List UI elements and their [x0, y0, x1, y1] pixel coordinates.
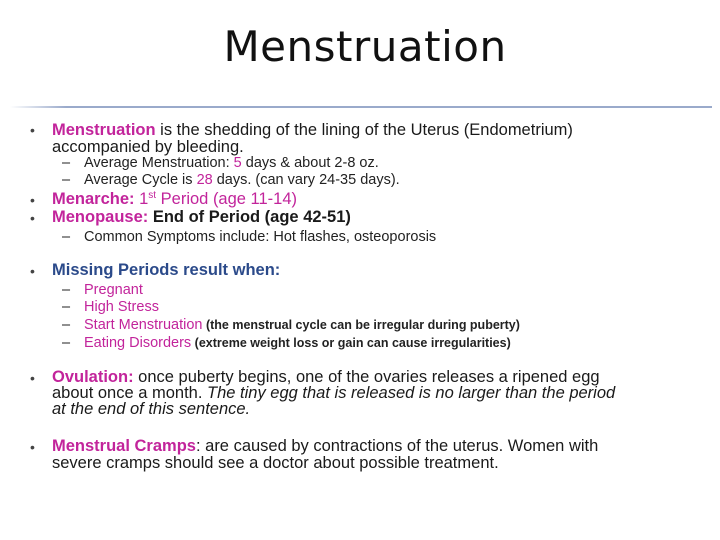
bullet-icon: • [30, 192, 35, 208]
missing-item [62, 317, 520, 334]
sub-text: Common Symptoms include: Hot flashes, osteoporosis [84, 229, 437, 245]
missing-item-note: (the menstrual cycle can be irregular during puberty) [202, 318, 520, 332]
bullet-icon: • [30, 122, 35, 138]
bullet-menarche [52, 191, 297, 208]
sub-text: days & about 2-8 oz. [241, 155, 379, 171]
dash-icon: – [62, 229, 71, 245]
sub-text: Average Cycle is [84, 172, 197, 188]
sub-text: Average Menstruation: [84, 155, 234, 171]
bullet-icon: • [30, 210, 35, 226]
ovulation-italic-cont: at the end of this sentence. [52, 400, 251, 418]
sub-average-menstruation [62, 155, 379, 172]
menarche-text-pre: 1 [134, 190, 149, 208]
missing-item-text: Eating Disorders [84, 335, 192, 351]
bullet-icon: • [30, 439, 35, 455]
ovulation-text-cont: about once a month. [52, 384, 208, 402]
menstruation-definition-cont: accompanied by bleeding. [52, 138, 244, 156]
menopause-text: End of Period (age 42-51) [148, 208, 351, 226]
sub-average-cycle [62, 172, 400, 189]
dash-icon: – [62, 335, 71, 351]
menarche-text [135, 190, 298, 208]
bullet-icon: • [30, 263, 35, 279]
missing-item [62, 335, 511, 352]
slide-title: Menstruation [223, 22, 507, 71]
missing-item-text: Start Menstruation [84, 317, 203, 333]
menstruation-definition: is the shedding of the lining of the Uterus (Endometrium) [155, 121, 573, 139]
dash-icon: – [62, 155, 71, 171]
bullet-cramps-cont [52, 455, 499, 472]
title-divider [10, 106, 712, 108]
missing-item-note: (extreme weight loss or gain can cause irregularities) [191, 336, 511, 350]
term-menarche: Menarche: [52, 190, 135, 208]
highlight-value: 28 [196, 172, 213, 188]
missing-periods-heading: Missing Periods result when: [52, 261, 281, 279]
dash-icon: – [62, 282, 71, 298]
dash-icon: – [62, 299, 71, 315]
missing-item-text: High Stress [84, 299, 159, 315]
dash-icon: – [62, 317, 71, 333]
ovulation-italic: The tiny egg that is released is no larger than the period [207, 384, 616, 402]
dash-icon: – [62, 172, 71, 188]
bullet-missing-periods [52, 262, 280, 279]
sub-text: days. (can vary 24-35 days). [212, 172, 400, 188]
cramps-text: : are caused by contractions of the uterus. Women with [195, 437, 599, 455]
missing-item [62, 299, 159, 316]
missing-item-text: Pregnant [84, 282, 143, 298]
term-ovulation: Ovulation: [52, 368, 134, 386]
missing-item [62, 282, 143, 299]
bullet-icon: • [30, 370, 35, 386]
bullet-menstruation-cont [52, 139, 244, 156]
bullet-menopause [52, 209, 351, 226]
cramps-text-cont: severe cramps should see a doctor about possible treatment. [52, 454, 499, 472]
term-menstruation: Menstruation [52, 121, 156, 139]
term-menstrual-cramps: Menstrual Cramps [52, 437, 196, 455]
ovulation-text: once puberty begins, one of the ovaries releases a ripened egg [133, 368, 600, 386]
menarche-text-post: Period (age 11-14) [156, 190, 298, 208]
term-menopause: Menopause: [52, 208, 149, 226]
highlight-value: 5 [233, 155, 242, 171]
sub-menopause-symptoms [62, 229, 436, 246]
bullet-ovulation-cont2 [52, 401, 250, 418]
bullet-menstruation [52, 122, 573, 139]
superscript: st [148, 190, 157, 201]
bullet-cramps [52, 438, 598, 455]
